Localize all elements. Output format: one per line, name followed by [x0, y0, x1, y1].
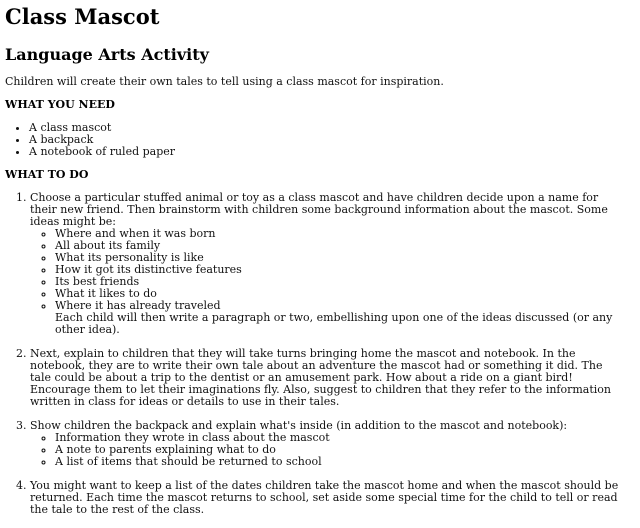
needs-list — [5, 122, 635, 158]
sublist-item: ◦ Where it has already traveled — [55, 300, 625, 312]
step-followup-text: Each child will then write a paragraph or two, embellishing upon one of the ideas discussed (or any other idea). — [55, 311, 613, 336]
step-item — [30, 192, 635, 336]
step-item — [30, 348, 635, 408]
sublist-item: ◦ A list of items that should be returned to school — [55, 456, 625, 468]
sublist-item: ◦ What it likes to do — [55, 288, 625, 300]
sublist-item: ◦ Its best friends — [55, 276, 625, 288]
what-you-need-heading: WHAT YOU NEED — [5, 98, 115, 111]
document-page — [5, 0, 635, 528]
list-item: • A backpack — [29, 134, 635, 146]
intro-paragraph: Children will create their own tales to tell using a class mascot for inspiration. — [5, 75, 444, 88]
sublist-item: ◦ Where and when it was born — [55, 228, 625, 240]
steps-list — [5, 192, 635, 516]
step-text: Show children the backpack and explain what's inside (in addition to the mascot and notebook): — [30, 419, 568, 432]
step-text: Next, explain to children that they will take turns bringing home the mascot and notebook. In the notebook, they are to write their own tale about an adventure the mascot had or something it did. The tale could be about a trip to the dentist or an amusement park. How about a ride on a giant bird! Encourage them to let their imaginations fly. Also, suggest to children that they refer to the information written in class for ideas or details to use in their tales. — [30, 347, 612, 408]
sublist-item: ◦ What its personality is like — [55, 252, 625, 264]
list-item: • A notebook of ruled paper — [29, 146, 635, 158]
list-item: • A class mascot — [29, 122, 635, 134]
sublist-item: ◦ A note to parents explaining what to do — [55, 444, 625, 456]
backpack-contents-sublist — [30, 432, 625, 468]
ideas-sublist — [30, 228, 625, 312]
page-subtitle: Language Arts Activity — [5, 45, 209, 64]
step-item — [30, 420, 635, 468]
step-text: Choose a particular stuffed animal or toy as a class mascot and have children decide upon a name for their new friend. Then brainstorm with children some background information about the mascot. Some ideas might be: — [30, 191, 608, 228]
step-item — [30, 480, 635, 516]
sublist-item: ◦ All about its family — [55, 240, 625, 252]
page-title: Class Mascot — [5, 4, 160, 29]
step-text: You might want to keep a list of the dates children take the mascot home and when the mascot should be returned. Each time the mascot returns to school, set aside some special time for the child to tell or read the tale to the rest of the class. — [30, 479, 619, 516]
what-to-do-heading: WHAT TO DO — [5, 168, 89, 181]
sublist-item: ◦ Information they wrote in class about the mascot — [55, 432, 625, 444]
sublist-item: ◦ How it got its distinctive features — [55, 264, 625, 276]
